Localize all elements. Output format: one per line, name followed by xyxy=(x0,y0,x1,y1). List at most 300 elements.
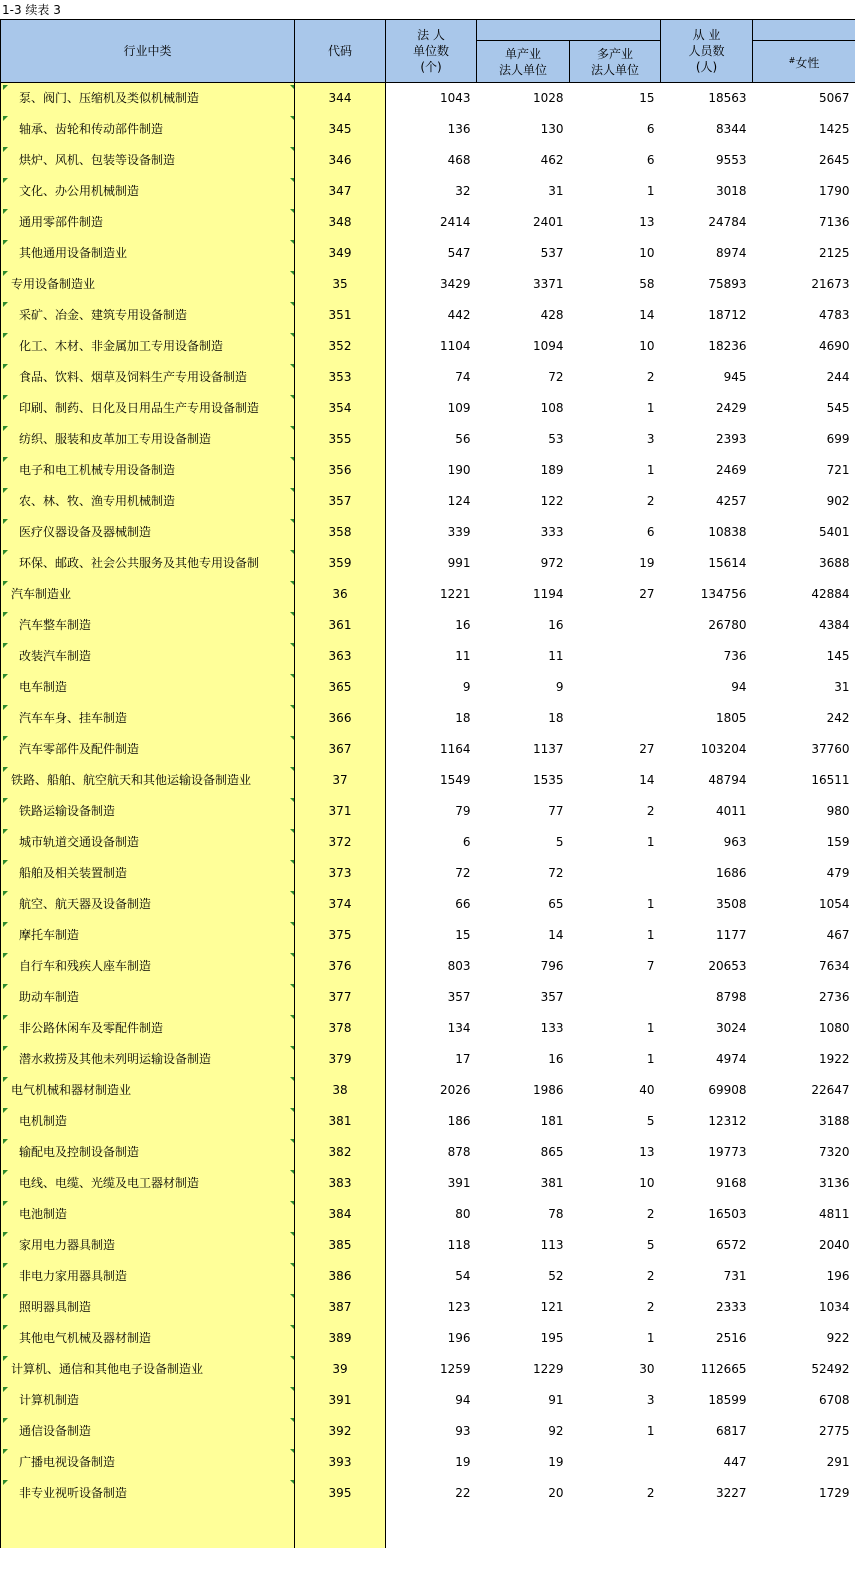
multi-industry-units-cell[interactable] xyxy=(570,858,661,889)
industry-name-cell[interactable] xyxy=(1,796,295,827)
header-legal-units[interactable]: 法 人 单位数 (个) xyxy=(386,20,477,83)
legal-units-cell[interactable]: 32 xyxy=(455,184,471,198)
female-employees-cell[interactable]: 31 xyxy=(834,680,850,694)
industry-code-cell[interactable]: 384 xyxy=(295,1199,386,1230)
header-legal-sub-group[interactable] xyxy=(477,20,661,41)
female-employees-cell[interactable]: 902 xyxy=(826,494,850,508)
female-employees-cell[interactable]: 52492 xyxy=(811,1362,850,1376)
legal-units-cell[interactable]: 186 xyxy=(447,1114,471,1128)
single-industry-units-cell[interactable]: 181 xyxy=(540,1114,564,1128)
industry-name-cell[interactable] xyxy=(1,1323,295,1354)
female-employees-cell[interactable]: 244 xyxy=(826,370,850,384)
female-employees-cell[interactable]: 4384 xyxy=(818,618,850,632)
industry-name-cell[interactable] xyxy=(1,362,295,393)
industry-name-cell[interactable] xyxy=(1,610,295,641)
female-employees-cell[interactable]: 1790 xyxy=(818,184,850,198)
single-industry-units-cell[interactable]: 1986 xyxy=(532,1083,564,1097)
industry-code-cell[interactable]: 387 xyxy=(295,1292,386,1323)
female-employees-cell[interactable]: 721 xyxy=(826,463,850,477)
legal-units-cell[interactable]: 79 xyxy=(455,804,471,818)
female-employees-cell[interactable]: 1922 xyxy=(818,1052,850,1066)
multi-industry-units-cell[interactable]: 1 xyxy=(646,928,655,942)
multi-industry-units-cell[interactable]: 2 xyxy=(646,494,655,508)
industry-code-cell[interactable]: 385 xyxy=(295,1230,386,1261)
single-industry-units-cell[interactable]: 1229 xyxy=(532,1362,564,1376)
industry-name-cell[interactable] xyxy=(1,1044,295,1075)
industry-name-cell[interactable] xyxy=(1,300,295,331)
industry-code-cell[interactable]: 356 xyxy=(295,455,386,486)
employees-cell[interactable]: 8344 xyxy=(715,122,747,136)
industry-name-cell[interactable] xyxy=(1,858,295,889)
employees-cell[interactable]: 18712 xyxy=(708,308,747,322)
multi-industry-units-cell[interactable] xyxy=(570,1447,661,1478)
empty-cell[interactable] xyxy=(753,1509,855,1548)
multi-industry-units-cell[interactable]: 14 xyxy=(639,308,655,322)
industry-name-cell[interactable] xyxy=(1,176,295,207)
employees-cell[interactable]: 3024 xyxy=(715,1021,747,1035)
single-industry-units-cell[interactable]: 1194 xyxy=(532,587,564,601)
legal-units-cell[interactable]: 15 xyxy=(455,928,471,942)
employees-cell[interactable]: 1805 xyxy=(715,711,747,725)
industry-name-cell[interactable] xyxy=(1,827,295,858)
empty-name-cell[interactable] xyxy=(1,1509,295,1548)
employees-cell[interactable]: 94 xyxy=(731,680,747,694)
header-single-industry[interactable]: 单产业 法人单位 xyxy=(477,41,570,83)
female-employees-cell[interactable]: 5067 xyxy=(818,91,850,105)
female-employees-cell[interactable]: 980 xyxy=(826,804,850,818)
legal-units-cell[interactable]: 54 xyxy=(455,1269,471,1283)
multi-industry-units-cell[interactable]: 2 xyxy=(646,370,655,384)
industry-code-cell[interactable]: 347 xyxy=(295,176,386,207)
employees-cell[interactable]: 12312 xyxy=(708,1114,747,1128)
female-employees-cell[interactable]: 3188 xyxy=(818,1114,850,1128)
legal-units-cell[interactable]: 118 xyxy=(447,1238,471,1252)
header-multi-industry[interactable]: 多产业 法人单位 xyxy=(570,41,661,83)
single-industry-units-cell[interactable]: 122 xyxy=(540,494,564,508)
female-employees-cell[interactable]: 7136 xyxy=(818,215,850,229)
single-industry-units-cell[interactable]: 195 xyxy=(540,1331,564,1345)
legal-units-cell[interactable]: 93 xyxy=(455,1424,471,1438)
industry-name-cell[interactable] xyxy=(1,114,295,145)
industry-name-cell[interactable] xyxy=(1,207,295,238)
employees-cell[interactable]: 69908 xyxy=(708,1083,747,1097)
industry-code-cell[interactable]: 38 xyxy=(295,1075,386,1106)
legal-units-cell[interactable]: 56 xyxy=(455,432,471,446)
employees-cell[interactable]: 75893 xyxy=(708,277,747,291)
industry-name-cell[interactable] xyxy=(1,982,295,1013)
multi-industry-units-cell[interactable]: 10 xyxy=(639,339,655,353)
female-employees-cell[interactable]: 3688 xyxy=(818,556,850,570)
employees-cell[interactable]: 736 xyxy=(723,649,747,663)
legal-units-cell[interactable]: 11 xyxy=(455,649,471,663)
multi-industry-units-cell[interactable]: 19 xyxy=(639,556,655,570)
multi-industry-units-cell[interactable]: 13 xyxy=(639,215,655,229)
multi-industry-units-cell[interactable]: 10 xyxy=(639,1176,655,1190)
employees-cell[interactable]: 48794 xyxy=(708,773,747,787)
legal-units-cell[interactable]: 6 xyxy=(462,835,471,849)
female-employees-cell[interactable]: 4811 xyxy=(818,1207,850,1221)
industry-code-cell[interactable]: 359 xyxy=(295,548,386,579)
employees-cell[interactable]: 10838 xyxy=(708,525,747,539)
industry-code-cell[interactable]: 381 xyxy=(295,1106,386,1137)
industry-name-cell[interactable] xyxy=(1,1106,295,1137)
female-employees-cell[interactable]: 159 xyxy=(826,835,850,849)
female-employees-cell[interactable]: 4783 xyxy=(818,308,850,322)
industry-code-cell[interactable]: 37 xyxy=(295,765,386,796)
legal-units-cell[interactable]: 3429 xyxy=(439,277,471,291)
female-employees-cell[interactable]: 42884 xyxy=(811,587,850,601)
single-industry-units-cell[interactable]: 537 xyxy=(540,246,564,260)
empty-cell[interactable] xyxy=(570,1509,661,1548)
single-industry-units-cell[interactable]: 130 xyxy=(540,122,564,136)
industry-code-cell[interactable]: 382 xyxy=(295,1137,386,1168)
industry-name-cell[interactable] xyxy=(1,1416,295,1447)
industry-code-cell[interactable]: 354 xyxy=(295,393,386,424)
single-industry-units-cell[interactable]: 357 xyxy=(540,990,564,1004)
multi-industry-units-cell[interactable]: 2 xyxy=(646,1486,655,1500)
single-industry-units-cell[interactable]: 14 xyxy=(548,928,564,942)
industry-code-cell[interactable]: 374 xyxy=(295,889,386,920)
legal-units-cell[interactable]: 468 xyxy=(447,153,471,167)
single-industry-units-cell[interactable]: 19 xyxy=(548,1455,564,1469)
legal-units-cell[interactable]: 1104 xyxy=(439,339,471,353)
legal-units-cell[interactable]: 124 xyxy=(447,494,471,508)
industry-name-cell[interactable] xyxy=(1,1261,295,1292)
multi-industry-units-cell[interactable]: 40 xyxy=(639,1083,655,1097)
multi-industry-units-cell[interactable]: 1 xyxy=(646,835,655,849)
legal-units-cell[interactable]: 66 xyxy=(455,897,471,911)
industry-name-cell[interactable] xyxy=(1,920,295,951)
empty-cell[interactable] xyxy=(661,1509,753,1548)
employees-cell[interactable]: 103204 xyxy=(700,742,747,756)
industry-name-cell[interactable] xyxy=(1,1075,295,1106)
employees-cell[interactable]: 9168 xyxy=(715,1176,747,1190)
employees-cell[interactable]: 963 xyxy=(723,835,747,849)
legal-units-cell[interactable]: 547 xyxy=(447,246,471,260)
industry-name-cell[interactable] xyxy=(1,548,295,579)
employees-cell[interactable]: 8798 xyxy=(715,990,747,1004)
industry-code-cell[interactable]: 352 xyxy=(295,331,386,362)
industry-code-cell[interactable]: 375 xyxy=(295,920,386,951)
legal-units-cell[interactable]: 16 xyxy=(455,618,471,632)
single-industry-units-cell[interactable]: 20 xyxy=(548,1486,564,1500)
multi-industry-units-cell[interactable]: 13 xyxy=(639,1145,655,1159)
single-industry-units-cell[interactable]: 31 xyxy=(548,184,564,198)
industry-name-cell[interactable] xyxy=(1,951,295,982)
header-code[interactable]: 代码 xyxy=(295,20,386,83)
legal-units-cell[interactable]: 357 xyxy=(447,990,471,1004)
legal-units-cell[interactable]: 196 xyxy=(447,1331,471,1345)
industry-name-cell[interactable] xyxy=(1,703,295,734)
female-employees-cell[interactable]: 291 xyxy=(826,1455,850,1469)
multi-industry-units-cell[interactable]: 1 xyxy=(646,897,655,911)
employees-cell[interactable]: 18599 xyxy=(708,1393,747,1407)
multi-industry-units-cell[interactable]: 2 xyxy=(646,1300,655,1314)
industry-code-cell[interactable]: 386 xyxy=(295,1261,386,1292)
industry-code-cell[interactable]: 367 xyxy=(295,734,386,765)
industry-name-cell[interactable] xyxy=(1,1168,295,1199)
legal-units-cell[interactable]: 80 xyxy=(455,1207,471,1221)
female-employees-cell[interactable]: 1729 xyxy=(818,1486,850,1500)
industry-code-cell[interactable]: 392 xyxy=(295,1416,386,1447)
employees-cell[interactable]: 112665 xyxy=(700,1362,747,1376)
female-employees-cell[interactable]: 1034 xyxy=(818,1300,850,1314)
industry-code-cell[interactable]: 377 xyxy=(295,982,386,1013)
employees-cell[interactable]: 2333 xyxy=(715,1300,747,1314)
single-industry-units-cell[interactable]: 333 xyxy=(540,525,564,539)
single-industry-units-cell[interactable]: 9 xyxy=(555,680,564,694)
multi-industry-units-cell[interactable] xyxy=(570,703,661,734)
female-employees-cell[interactable]: 6708 xyxy=(818,1393,850,1407)
female-employees-cell[interactable]: 2645 xyxy=(818,153,850,167)
industry-name-cell[interactable] xyxy=(1,1354,295,1385)
legal-units-cell[interactable]: 74 xyxy=(455,370,471,384)
employees-cell[interactable]: 3227 xyxy=(715,1486,747,1500)
employees-cell[interactable]: 447 xyxy=(723,1455,747,1469)
multi-industry-units-cell[interactable]: 1 xyxy=(646,184,655,198)
single-industry-units-cell[interactable]: 16 xyxy=(548,618,564,632)
multi-industry-units-cell[interactable]: 10 xyxy=(639,246,655,260)
multi-industry-units-cell[interactable]: 7 xyxy=(646,959,655,973)
legal-units-cell[interactable]: 803 xyxy=(447,959,471,973)
female-employees-cell[interactable]: 145 xyxy=(826,649,850,663)
multi-industry-units-cell[interactable]: 1 xyxy=(646,1021,655,1035)
female-employees-cell[interactable]: 545 xyxy=(826,401,850,415)
multi-industry-units-cell[interactable]: 5 xyxy=(646,1114,655,1128)
female-employees-cell[interactable]: 922 xyxy=(826,1331,850,1345)
multi-industry-units-cell[interactable]: 1 xyxy=(646,401,655,415)
female-employees-cell[interactable]: 196 xyxy=(826,1269,850,1283)
single-industry-units-cell[interactable]: 462 xyxy=(540,153,564,167)
single-industry-units-cell[interactable]: 972 xyxy=(540,556,564,570)
employees-cell[interactable]: 3018 xyxy=(715,184,747,198)
industry-name-cell[interactable] xyxy=(1,1292,295,1323)
multi-industry-units-cell[interactable]: 27 xyxy=(639,587,655,601)
female-employees-cell[interactable]: 5401 xyxy=(818,525,850,539)
industry-code-cell[interactable]: 366 xyxy=(295,703,386,734)
female-employees-cell[interactable]: 242 xyxy=(826,711,850,725)
industry-name-cell[interactable] xyxy=(1,765,295,796)
industry-code-cell[interactable]: 39 xyxy=(295,1354,386,1385)
industry-code-cell[interactable]: 35 xyxy=(295,269,386,300)
legal-units-cell[interactable]: 17 xyxy=(455,1052,471,1066)
employees-cell[interactable]: 2516 xyxy=(715,1331,747,1345)
industry-name-cell[interactable] xyxy=(1,1137,295,1168)
industry-name-cell[interactable] xyxy=(1,1478,295,1509)
multi-industry-units-cell[interactable]: 3 xyxy=(646,1393,655,1407)
industry-name-cell[interactable] xyxy=(1,1385,295,1416)
header-employees-sub-gap[interactable] xyxy=(753,20,855,41)
single-industry-units-cell[interactable]: 52 xyxy=(548,1269,564,1283)
empty-cell[interactable] xyxy=(386,1509,477,1548)
legal-units-cell[interactable]: 1043 xyxy=(439,91,471,105)
industry-name-cell[interactable] xyxy=(1,1230,295,1261)
female-employees-cell[interactable]: 3136 xyxy=(818,1176,850,1190)
single-industry-units-cell[interactable]: 1094 xyxy=(532,339,564,353)
legal-units-cell[interactable]: 123 xyxy=(447,1300,471,1314)
multi-industry-units-cell[interactable] xyxy=(570,672,661,703)
employees-cell[interactable]: 15614 xyxy=(708,556,747,570)
female-employees-cell[interactable]: 37760 xyxy=(811,742,850,756)
industry-name-cell[interactable] xyxy=(1,579,295,610)
industry-name-cell[interactable] xyxy=(1,1447,295,1478)
female-employees-cell[interactable]: 22647 xyxy=(811,1083,850,1097)
multi-industry-units-cell[interactable]: 15 xyxy=(639,91,655,105)
single-industry-units-cell[interactable]: 1028 xyxy=(532,91,564,105)
employees-cell[interactable]: 26780 xyxy=(708,618,747,632)
single-industry-units-cell[interactable]: 1137 xyxy=(532,742,564,756)
industry-code-cell[interactable]: 365 xyxy=(295,672,386,703)
female-employees-cell[interactable]: 1080 xyxy=(818,1021,850,1035)
female-employees-cell[interactable]: 2125 xyxy=(818,246,850,260)
industry-code-cell[interactable]: 376 xyxy=(295,951,386,982)
empty-code-cell[interactable] xyxy=(295,1509,386,1548)
legal-units-cell[interactable]: 1221 xyxy=(439,587,471,601)
industry-name-cell[interactable] xyxy=(1,641,295,672)
header-female[interactable]: #女性 xyxy=(753,41,855,83)
employees-cell[interactable]: 1686 xyxy=(715,866,747,880)
industry-name-cell[interactable] xyxy=(1,83,295,115)
industry-code-cell[interactable]: 348 xyxy=(295,207,386,238)
industry-name-cell[interactable] xyxy=(1,238,295,269)
female-employees-cell[interactable]: 1054 xyxy=(818,897,850,911)
legal-units-cell[interactable]: 1164 xyxy=(439,742,471,756)
header-employees[interactable]: 从 业 人员数 (人) xyxy=(661,20,753,83)
industry-name-cell[interactable] xyxy=(1,269,295,300)
legal-units-cell[interactable]: 442 xyxy=(447,308,471,322)
single-industry-units-cell[interactable]: 113 xyxy=(540,1238,564,1252)
legal-units-cell[interactable]: 134 xyxy=(447,1021,471,1035)
industry-code-cell[interactable]: 357 xyxy=(295,486,386,517)
multi-industry-units-cell[interactable]: 6 xyxy=(646,525,655,539)
industry-name-cell[interactable] xyxy=(1,734,295,765)
legal-units-cell[interactable]: 2026 xyxy=(439,1083,471,1097)
female-employees-cell[interactable]: 7320 xyxy=(818,1145,850,1159)
multi-industry-units-cell[interactable]: 6 xyxy=(646,122,655,136)
single-industry-units-cell[interactable]: 189 xyxy=(540,463,564,477)
employees-cell[interactable]: 134756 xyxy=(700,587,747,601)
legal-units-cell[interactable]: 391 xyxy=(447,1176,471,1190)
industry-code-cell[interactable]: 363 xyxy=(295,641,386,672)
single-industry-units-cell[interactable]: 133 xyxy=(540,1021,564,1035)
legal-units-cell[interactable]: 339 xyxy=(447,525,471,539)
employees-cell[interactable]: 2393 xyxy=(715,432,747,446)
single-industry-units-cell[interactable]: 91 xyxy=(548,1393,564,1407)
single-industry-units-cell[interactable]: 1535 xyxy=(532,773,564,787)
employees-cell[interactable]: 6817 xyxy=(715,1424,747,1438)
employees-cell[interactable]: 6572 xyxy=(715,1238,747,1252)
legal-units-cell[interactable]: 18 xyxy=(455,711,471,725)
industry-code-cell[interactable]: 378 xyxy=(295,1013,386,1044)
multi-industry-units-cell[interactable]: 30 xyxy=(639,1362,655,1376)
empty-cell[interactable] xyxy=(477,1509,570,1548)
employees-cell[interactable]: 8974 xyxy=(715,246,747,260)
industry-code-cell[interactable]: 373 xyxy=(295,858,386,889)
employees-cell[interactable]: 24784 xyxy=(708,215,747,229)
employees-cell[interactable]: 945 xyxy=(723,370,747,384)
employees-cell[interactable]: 9553 xyxy=(715,153,747,167)
multi-industry-units-cell[interactable]: 2 xyxy=(646,1207,655,1221)
industry-code-cell[interactable]: 383 xyxy=(295,1168,386,1199)
employees-cell[interactable]: 18236 xyxy=(708,339,747,353)
female-employees-cell[interactable]: 4690 xyxy=(818,339,850,353)
industry-code-cell[interactable]: 395 xyxy=(295,1478,386,1509)
multi-industry-units-cell[interactable]: 1 xyxy=(646,1052,655,1066)
industry-name-cell[interactable] xyxy=(1,486,295,517)
legal-units-cell[interactable]: 190 xyxy=(447,463,471,477)
multi-industry-units-cell[interactable]: 27 xyxy=(639,742,655,756)
employees-cell[interactable]: 3508 xyxy=(715,897,747,911)
industry-name-cell[interactable] xyxy=(1,889,295,920)
multi-industry-units-cell[interactable]: 2 xyxy=(646,804,655,818)
industry-code-cell[interactable]: 355 xyxy=(295,424,386,455)
single-industry-units-cell[interactable]: 65 xyxy=(548,897,564,911)
single-industry-units-cell[interactable]: 2401 xyxy=(532,215,564,229)
industry-code-cell[interactable]: 353 xyxy=(295,362,386,393)
legal-units-cell[interactable]: 2414 xyxy=(439,215,471,229)
female-employees-cell[interactable]: 16511 xyxy=(811,773,850,787)
single-industry-units-cell[interactable]: 865 xyxy=(540,1145,564,1159)
employees-cell[interactable]: 1177 xyxy=(715,928,747,942)
single-industry-units-cell[interactable]: 121 xyxy=(540,1300,564,1314)
header-industry[interactable]: 行业中类 xyxy=(1,20,295,83)
legal-units-cell[interactable]: 878 xyxy=(447,1145,471,1159)
industry-name-cell[interactable] xyxy=(1,331,295,362)
employees-cell[interactable]: 4257 xyxy=(715,494,747,508)
single-industry-units-cell[interactable]: 92 xyxy=(548,1424,564,1438)
industry-code-cell[interactable]: 361 xyxy=(295,610,386,641)
female-employees-cell[interactable]: 479 xyxy=(826,866,850,880)
single-industry-units-cell[interactable]: 18 xyxy=(548,711,564,725)
industry-code-cell[interactable]: 345 xyxy=(295,114,386,145)
industry-name-cell[interactable] xyxy=(1,517,295,548)
employees-cell[interactable]: 20653 xyxy=(708,959,747,973)
employees-cell[interactable]: 2429 xyxy=(715,401,747,415)
single-industry-units-cell[interactable]: 381 xyxy=(540,1176,564,1190)
legal-units-cell[interactable]: 22 xyxy=(455,1486,471,1500)
employees-cell[interactable]: 19773 xyxy=(708,1145,747,1159)
industry-code-cell[interactable]: 389 xyxy=(295,1323,386,1354)
industry-name-cell[interactable] xyxy=(1,672,295,703)
multi-industry-units-cell[interactable] xyxy=(570,641,661,672)
single-industry-units-cell[interactable]: 11 xyxy=(548,649,564,663)
industry-name-cell[interactable] xyxy=(1,1199,295,1230)
female-employees-cell[interactable]: 7634 xyxy=(818,959,850,973)
multi-industry-units-cell[interactable] xyxy=(570,982,661,1013)
industry-code-cell[interactable]: 351 xyxy=(295,300,386,331)
industry-code-cell[interactable]: 379 xyxy=(295,1044,386,1075)
multi-industry-units-cell[interactable]: 6 xyxy=(646,153,655,167)
multi-industry-units-cell[interactable]: 2 xyxy=(646,1269,655,1283)
industry-code-cell[interactable]: 371 xyxy=(295,796,386,827)
legal-units-cell[interactable]: 136 xyxy=(447,122,471,136)
employees-cell[interactable]: 2469 xyxy=(715,463,747,477)
industry-name-cell[interactable] xyxy=(1,1013,295,1044)
industry-code-cell[interactable]: 346 xyxy=(295,145,386,176)
industry-name-cell[interactable] xyxy=(1,393,295,424)
employees-cell[interactable]: 731 xyxy=(723,1269,747,1283)
female-employees-cell[interactable]: 2040 xyxy=(818,1238,850,1252)
industry-code-cell[interactable]: 349 xyxy=(295,238,386,269)
single-industry-units-cell[interactable]: 72 xyxy=(548,866,564,880)
legal-units-cell[interactable]: 9 xyxy=(462,680,471,694)
legal-units-cell[interactable]: 94 xyxy=(455,1393,471,1407)
multi-industry-units-cell[interactable]: 3 xyxy=(646,432,655,446)
legal-units-cell[interactable]: 72 xyxy=(455,866,471,880)
single-industry-units-cell[interactable]: 796 xyxy=(540,959,564,973)
legal-units-cell[interactable]: 1259 xyxy=(439,1362,471,1376)
multi-industry-units-cell[interactable]: 1 xyxy=(646,1424,655,1438)
